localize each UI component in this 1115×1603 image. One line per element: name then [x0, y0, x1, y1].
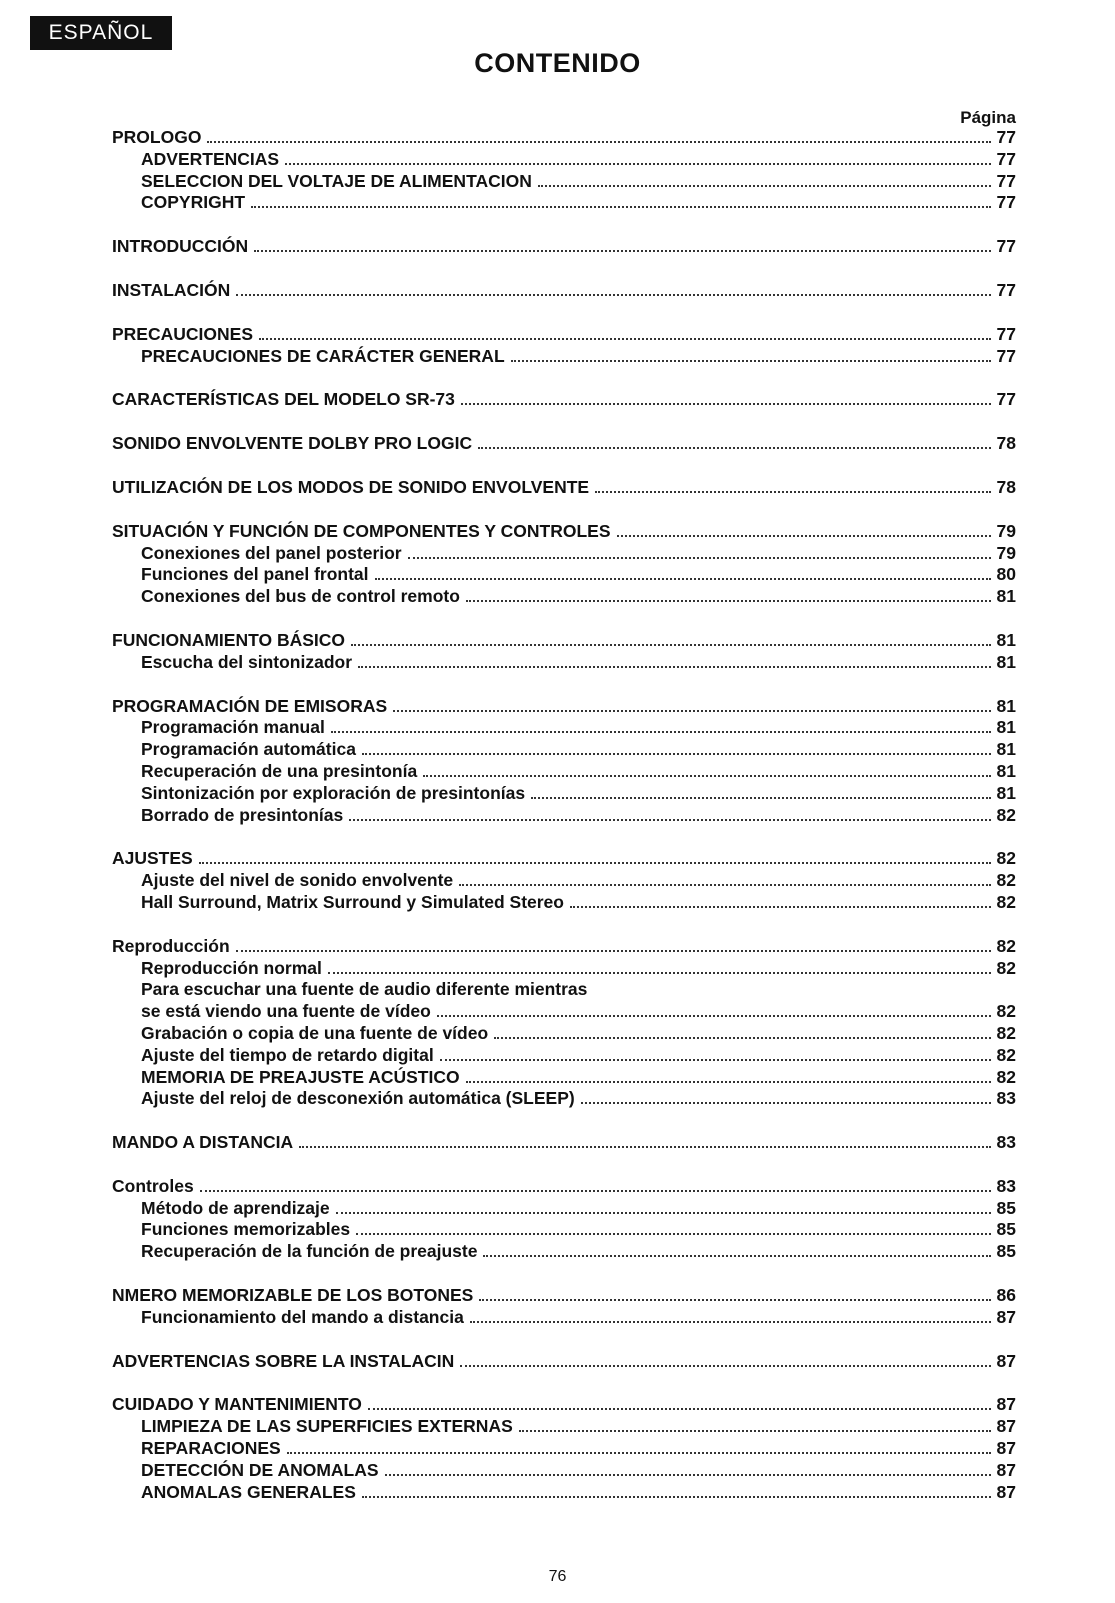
toc-subentry[interactable]	[112, 1045, 1016, 1067]
toc-entry[interactable]	[112, 127, 1016, 149]
toc-subentry[interactable]	[112, 1482, 1016, 1504]
toc-entry-page: 81	[996, 760, 1016, 781]
dot-leader	[479, 1299, 991, 1301]
toc-entry-title: MEMORIA DE PREAJUSTE ACÚSTICO	[141, 1066, 460, 1087]
toc-subentry[interactable]	[112, 1241, 1016, 1263]
dot-leader	[483, 1255, 991, 1257]
toc-section	[112, 521, 1016, 608]
toc-entry[interactable]	[112, 1176, 1016, 1198]
toc-entry[interactable]	[112, 848, 1016, 870]
page-number: 76	[548, 1568, 567, 1585]
dot-leader	[351, 644, 991, 646]
toc-entry-page: 82	[996, 848, 1016, 869]
toc-entry-title: Ajuste del tiempo de retardo digital	[141, 1044, 434, 1065]
toc-entry-page: 86	[996, 1285, 1016, 1306]
toc-subentry[interactable]	[112, 805, 1016, 827]
toc-subentry[interactable]	[112, 1023, 1016, 1045]
toc-subentry[interactable]	[112, 739, 1016, 761]
dot-leader	[287, 1452, 991, 1454]
dot-leader	[440, 1059, 991, 1061]
dot-leader	[200, 1190, 991, 1192]
toc-entry-title: Hall Surround, Matrix Surround y Simulated Stereo	[141, 891, 564, 912]
toc-entry[interactable]	[112, 1394, 1016, 1416]
toc-entry-page: 82	[996, 1022, 1016, 1043]
toc-entry-page: 82	[996, 935, 1016, 956]
toc-entry-title: ADVERTENCIAS	[141, 148, 280, 169]
toc-entry[interactable]	[112, 630, 1016, 652]
toc-entry-title: Ajuste del nivel de sonido envolvente	[141, 870, 454, 891]
toc-entry-title: Controles	[112, 1175, 194, 1196]
toc-entry-title: INTRODUCCIÓN	[112, 236, 249, 257]
toc-subentry[interactable]	[112, 1001, 1016, 1023]
dot-leader	[519, 1430, 991, 1432]
toc-entry-title: Sintonización por exploración de presintonías	[141, 782, 526, 803]
toc-entry-page: 77	[996, 389, 1016, 410]
toc-entry-title: SONIDO ENVOLVENTE DOLBY PRO LOGIC	[112, 433, 473, 454]
toc-section	[112, 1176, 1016, 1263]
table-of-contents	[112, 127, 1016, 1525]
toc-entry-page: 77	[996, 127, 1016, 147]
dot-leader	[461, 403, 991, 405]
toc-entry-title: CUIDADO Y MANTENIMIENTO	[112, 1394, 362, 1415]
toc-entry-title: Reproducción	[112, 935, 230, 956]
toc-entry-page: 77	[996, 323, 1016, 344]
page-title: CONTENIDO	[474, 48, 641, 78]
toc-subentry[interactable]	[112, 1416, 1016, 1438]
toc-entry-page: 81	[996, 695, 1016, 716]
toc-entry-title: Programación manual	[141, 717, 325, 738]
toc-subentry[interactable]	[112, 652, 1016, 674]
toc-entry-page: 79	[996, 520, 1016, 541]
toc-section	[112, 280, 1016, 302]
toc-subentry[interactable]	[112, 1438, 1016, 1460]
dot-leader	[285, 163, 991, 165]
dot-leader	[362, 753, 991, 755]
dot-leader	[478, 447, 991, 449]
toc-section	[112, 848, 1016, 913]
dot-leader	[459, 884, 991, 886]
toc-entry-title: Método de aprendizaje	[141, 1197, 330, 1218]
toc-subentry[interactable]	[112, 979, 1016, 1001]
toc-entry-page: 82	[996, 1066, 1016, 1087]
toc-subentry[interactable]	[112, 761, 1016, 783]
dot-leader	[358, 666, 991, 668]
toc-entry-title: LIMPIEZA DE LAS SUPERFICIES EXTERNAS	[141, 1416, 513, 1437]
toc-entry-title: SELECCION DEL VOLTAJE DE ALIMENTACION	[141, 170, 532, 191]
toc-entry[interactable]	[112, 1285, 1016, 1307]
toc-entry-page: 83	[996, 1088, 1016, 1109]
toc-subentry[interactable]	[112, 1307, 1016, 1329]
toc-entry-title: Escucha del sintonizador	[141, 651, 353, 672]
toc-entry-page: 77	[996, 345, 1016, 366]
dot-leader	[331, 731, 991, 733]
toc-subentry[interactable]	[112, 171, 1016, 193]
toc-entry-page: 82	[996, 1044, 1016, 1065]
toc-entry-title: Funciones del panel frontal	[141, 564, 369, 585]
dot-leader	[393, 710, 991, 712]
toc-subentry[interactable]	[112, 1088, 1016, 1110]
toc-entry[interactable]	[112, 389, 1016, 411]
toc-subentry[interactable]	[112, 1219, 1016, 1241]
toc-entry[interactable]	[112, 696, 1016, 718]
toc-entry-page: 82	[996, 804, 1016, 825]
toc-entry-page: 80	[996, 564, 1016, 585]
toc-entry-page: 87	[996, 1481, 1016, 1502]
toc-subentry[interactable]	[112, 783, 1016, 805]
toc-section	[112, 1132, 1016, 1154]
toc-subentry[interactable]	[112, 192, 1016, 214]
toc-entry-page: 87	[996, 1350, 1016, 1371]
page-column-header: Página	[960, 108, 1016, 127]
dot-leader	[617, 535, 992, 537]
toc-entry-title: Conexiones del panel posterior	[141, 542, 402, 563]
toc-entry[interactable]	[112, 1351, 1016, 1373]
toc-entry-page: 77	[996, 148, 1016, 169]
dot-leader	[336, 1212, 991, 1214]
toc-entry-page: 87	[996, 1438, 1016, 1459]
dot-leader	[437, 1015, 991, 1017]
toc-subentry[interactable]	[112, 958, 1016, 980]
toc-entry-page: 77	[996, 279, 1016, 300]
toc-subentry[interactable]	[112, 870, 1016, 892]
toc-section	[112, 1351, 1016, 1373]
toc-entry-title: Recuperación de una presintonía	[141, 760, 418, 781]
toc-entry-page: 81	[996, 739, 1016, 760]
dot-leader	[494, 1037, 991, 1039]
toc-entry-title: Para escuchar una fuente de audio diferente mientras	[141, 979, 588, 1000]
toc-section	[112, 127, 1016, 214]
toc-entry-title: Grabación o copia de una fuente de vídeo	[141, 1022, 489, 1043]
toc-subentry[interactable]	[112, 1067, 1016, 1089]
dot-leader	[470, 1321, 991, 1323]
toc-entry-page: 87	[996, 1394, 1016, 1415]
toc-section	[112, 1285, 1016, 1329]
toc-entry[interactable]	[112, 936, 1016, 958]
toc-entry[interactable]	[112, 324, 1016, 346]
toc-entry-page: 81	[996, 651, 1016, 672]
toc-entry-title: INSTALACIÓN	[112, 279, 231, 300]
toc-entry-title: Borrado de presintonías	[141, 804, 344, 825]
toc-subentry[interactable]	[112, 717, 1016, 739]
toc-entry-page: 79	[996, 542, 1016, 563]
toc-entry-title: Conexiones del bus de control remoto	[141, 586, 460, 607]
dot-leader	[466, 1081, 991, 1083]
dot-leader	[259, 338, 991, 340]
dot-leader	[362, 1496, 991, 1498]
toc-entry-title: COPYRIGHT	[141, 192, 246, 213]
toc-entry[interactable]	[112, 280, 1016, 302]
toc-subentry[interactable]	[112, 1460, 1016, 1482]
toc-entry-page: 82	[996, 1001, 1016, 1022]
toc-entry-page: 77	[996, 192, 1016, 213]
toc-entry-title: Reproducción normal	[141, 957, 322, 978]
dot-leader	[375, 578, 991, 580]
dot-leader	[460, 1365, 991, 1367]
dot-leader	[356, 1233, 991, 1235]
toc-subentry[interactable]	[112, 346, 1016, 368]
toc-entry-title: UTILIZACIÓN DE LOS MODOS DE SONIDO ENVOLVENTE	[112, 476, 590, 497]
dot-leader	[570, 906, 991, 908]
toc-entry-page: 85	[996, 1219, 1016, 1240]
dot-leader	[328, 972, 991, 974]
toc-entry-page: 83	[996, 1175, 1016, 1196]
dot-leader	[236, 294, 991, 296]
toc-entry-title: AJUSTES	[112, 848, 193, 869]
toc-entry-title: Recuperación de la función de preajuste	[141, 1241, 478, 1262]
dot-leader	[531, 797, 991, 799]
dot-leader	[368, 1408, 991, 1410]
dot-leader	[385, 1474, 991, 1476]
toc-subentry[interactable]	[112, 586, 1016, 608]
toc-entry-page: 82	[996, 870, 1016, 891]
toc-entry-title: PRECAUCIONES	[112, 323, 253, 344]
dot-leader	[199, 862, 991, 864]
toc-subentry[interactable]	[112, 1198, 1016, 1220]
toc-entry-page: 77	[996, 170, 1016, 191]
toc-entry-title: ADVERTENCIAS SOBRE LA INSTALACIN	[112, 1350, 455, 1371]
dot-leader	[466, 600, 991, 602]
toc-entry-title: FUNCIONAMIENTO BÁSICO	[112, 629, 346, 650]
toc-subentry[interactable]	[112, 564, 1016, 586]
dot-leader	[511, 360, 991, 362]
toc-entry-title: Programación automática	[141, 739, 356, 760]
toc-entry-title: DETECCIÓN DE ANOMALAS	[141, 1459, 379, 1480]
dot-leader	[581, 1102, 991, 1104]
toc-entry-page: 87	[996, 1459, 1016, 1480]
toc-entry-page: 81	[996, 629, 1016, 650]
toc-entry-page: 81	[996, 586, 1016, 607]
toc-entry-title: se está viendo una fuente de vídeo	[141, 1001, 431, 1022]
toc-entry-page: 87	[996, 1306, 1016, 1327]
toc-entry-page: 81	[996, 717, 1016, 738]
toc-entry-page: 85	[996, 1197, 1016, 1218]
toc-subentry[interactable]	[112, 149, 1016, 171]
toc-subentry[interactable]	[112, 892, 1016, 914]
toc-section	[112, 324, 1016, 368]
toc-entry-page: 82	[996, 891, 1016, 912]
dot-leader	[408, 557, 991, 559]
toc-entry-title: MANDO A DISTANCIA	[112, 1132, 294, 1153]
toc-section	[112, 1394, 1016, 1503]
toc-entry[interactable]	[112, 521, 1016, 543]
toc-entry-title: NMERO MEMORIZABLE DE LOS BOTONES	[112, 1285, 474, 1306]
toc-entry[interactable]	[112, 433, 1016, 455]
toc-entry-title: Funcionamiento del mando a distancia	[141, 1306, 464, 1327]
toc-entry-title: ANOMALAS GENERALES	[141, 1481, 356, 1502]
toc-entry-page: 83	[996, 1132, 1016, 1153]
toc-entry[interactable]	[112, 477, 1016, 499]
toc-entry-page: 85	[996, 1241, 1016, 1262]
toc-section	[112, 433, 1016, 455]
toc-section	[112, 936, 1016, 1110]
dot-leader	[236, 950, 991, 952]
toc-entry[interactable]	[112, 236, 1016, 258]
toc-subentry[interactable]	[112, 543, 1016, 565]
toc-entry-title: REPARACIONES	[141, 1438, 281, 1459]
toc-entry-title: SITUACIÓN Y FUNCIÓN DE COMPONENTES Y CONTROLES	[112, 520, 611, 541]
dot-leader	[251, 206, 991, 208]
dot-leader	[207, 141, 991, 143]
toc-entry-page: 77	[996, 236, 1016, 257]
language-badge: ESPAÑOL	[30, 16, 172, 50]
dot-leader	[349, 819, 991, 821]
toc-entry-page: 87	[996, 1416, 1016, 1437]
toc-entry-page: 78	[996, 433, 1016, 454]
dot-leader	[254, 250, 991, 252]
toc-section	[112, 236, 1016, 258]
toc-section	[112, 696, 1016, 827]
toc-section	[112, 389, 1016, 411]
toc-section	[112, 630, 1016, 674]
dot-leader	[538, 185, 991, 187]
toc-entry-title: CARACTERÍSTICAS DEL MODELO SR-73	[112, 389, 455, 410]
dot-leader	[299, 1146, 991, 1148]
toc-entry-title: PROLOGO	[112, 127, 202, 147]
toc-entry-page: 78	[996, 476, 1016, 497]
toc-entry-title: Ajuste del reloj de desconexión automática (SLEEP)	[141, 1088, 575, 1109]
toc-entry-title: Funciones memorizables	[141, 1219, 351, 1240]
toc-entry-page: 82	[996, 957, 1016, 978]
toc-entry[interactable]	[112, 1132, 1016, 1154]
toc-entry-title: PROGRAMACIÓN DE EMISORAS	[112, 695, 388, 716]
dot-leader	[423, 775, 991, 777]
toc-section	[112, 477, 1016, 499]
toc-entry-title: PRECAUCIONES DE CARÁCTER GENERAL	[141, 345, 505, 366]
toc-entry-page: 81	[996, 782, 1016, 803]
dot-leader	[595, 491, 991, 493]
